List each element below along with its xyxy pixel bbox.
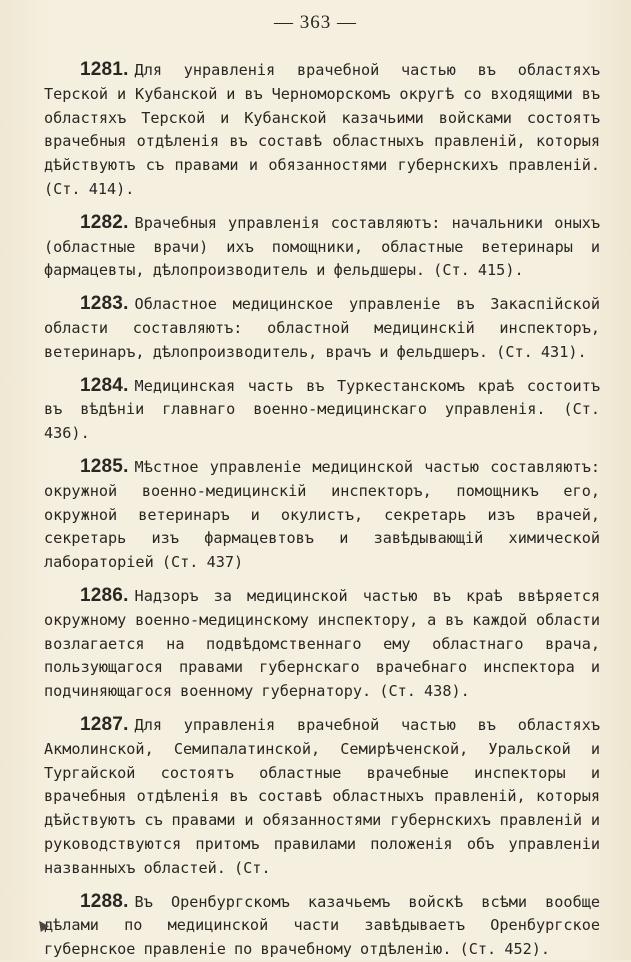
page-number: — 363 — [274, 12, 357, 33]
article-list [44, 58, 600, 962]
article-1288 [44, 890, 600, 962]
article-1286 [44, 584, 600, 704]
article-number: 1283. [80, 293, 129, 315]
article-number: 1284. [80, 374, 129, 396]
article-number: 1281. [80, 59, 129, 80]
article-text: Для управленія врачебной частью въ областяхъ Акмолинской, Семипалатинской, Семирѣченской, Уральской и Тургайской состоятъ областные врачебные инспекторы и врачебныя отдѣленія въ составѣ областныхъ правленій, которыя дѣйствуютъ съ правами и обязанностями губернскихъ правленій и руководствуются притомъ правилами положенія объ управленіи названныхъ областей. (Ст. [44, 715, 600, 877]
article-text: Врачебныя управленія составляютъ: начальники оныхъ (областные врачи) ихъ помощники, областные ветеринары и фармацевты, дѣлопроизводитель и фельдшеры. (Ст. 415). [44, 213, 600, 280]
article-number: 1282. [80, 211, 129, 233]
article-text: Въ Оренбургскомъ казачьемъ войскѣ всѣми вообще дѣлами по медицинской части завѣдываетъ Оренбургское губернское правленіе по врачебному отдѣленію. (Ст. 452). [44, 892, 600, 959]
article-text: Медицинская часть въ Туркестанскомъ краѣ состоитъ въ вѣдѣніи главнаго военно-медицинскаго управленія. (Ст. 436). [44, 376, 600, 443]
article-number: 1287. [80, 713, 129, 735]
article-1287 [44, 713, 600, 881]
article-number: 1286. [80, 584, 129, 606]
article-1283 [44, 292, 600, 364]
article-text: Надзоръ за медицинской частью въ краѣ ввѣряется окружному военно-медицинскому инспектору, а въ каждой области возлагается на подвѣдомственнаго ему областнаго врача, пользующагося правами губернскаго врачебнаго инспектора и подчиняющагося военному губернатору. (Ст. 438). [44, 586, 600, 701]
article-text: Для унравленія врачебной частью въ областяхъ Терской и Кубанской и въ Черноморскомъ округѣ со входящими въ областяхъ Терской и Кубанской казачьими войсками состоятъ врачебныя отдѣленія въ составѣ областныхъ правленій, которыя дѣйствуютъ съ правами и обязанностями губернскихъ правленій. (Ст. 414). [44, 61, 600, 198]
article-1282 [44, 211, 600, 283]
article-1284 [44, 374, 600, 446]
article-1285 [44, 455, 600, 575]
article-1281 [44, 58, 600, 202]
article-number: 1285. [80, 455, 129, 477]
article-text: Мѣстное управленіе медицинской частью составляютъ: окружной военно-медицинскій инспекторъ, помощникъ его, окружной ветеринаръ и окулистъ, секретарь изъ врачей, секретарь изъ фармацевтовъ и завѣдывающій химической лабораторіей (Ст. 437) [44, 457, 600, 572]
article-number: 1288. [80, 890, 129, 912]
article-text: Областное медицинское управленіе въ Закаспійской области составляютъ: областной медицинскій инспекторъ, ветеринаръ, дѣлопроизводитель, врачъ и фельдшеръ. (Ст. 431). [44, 295, 600, 361]
